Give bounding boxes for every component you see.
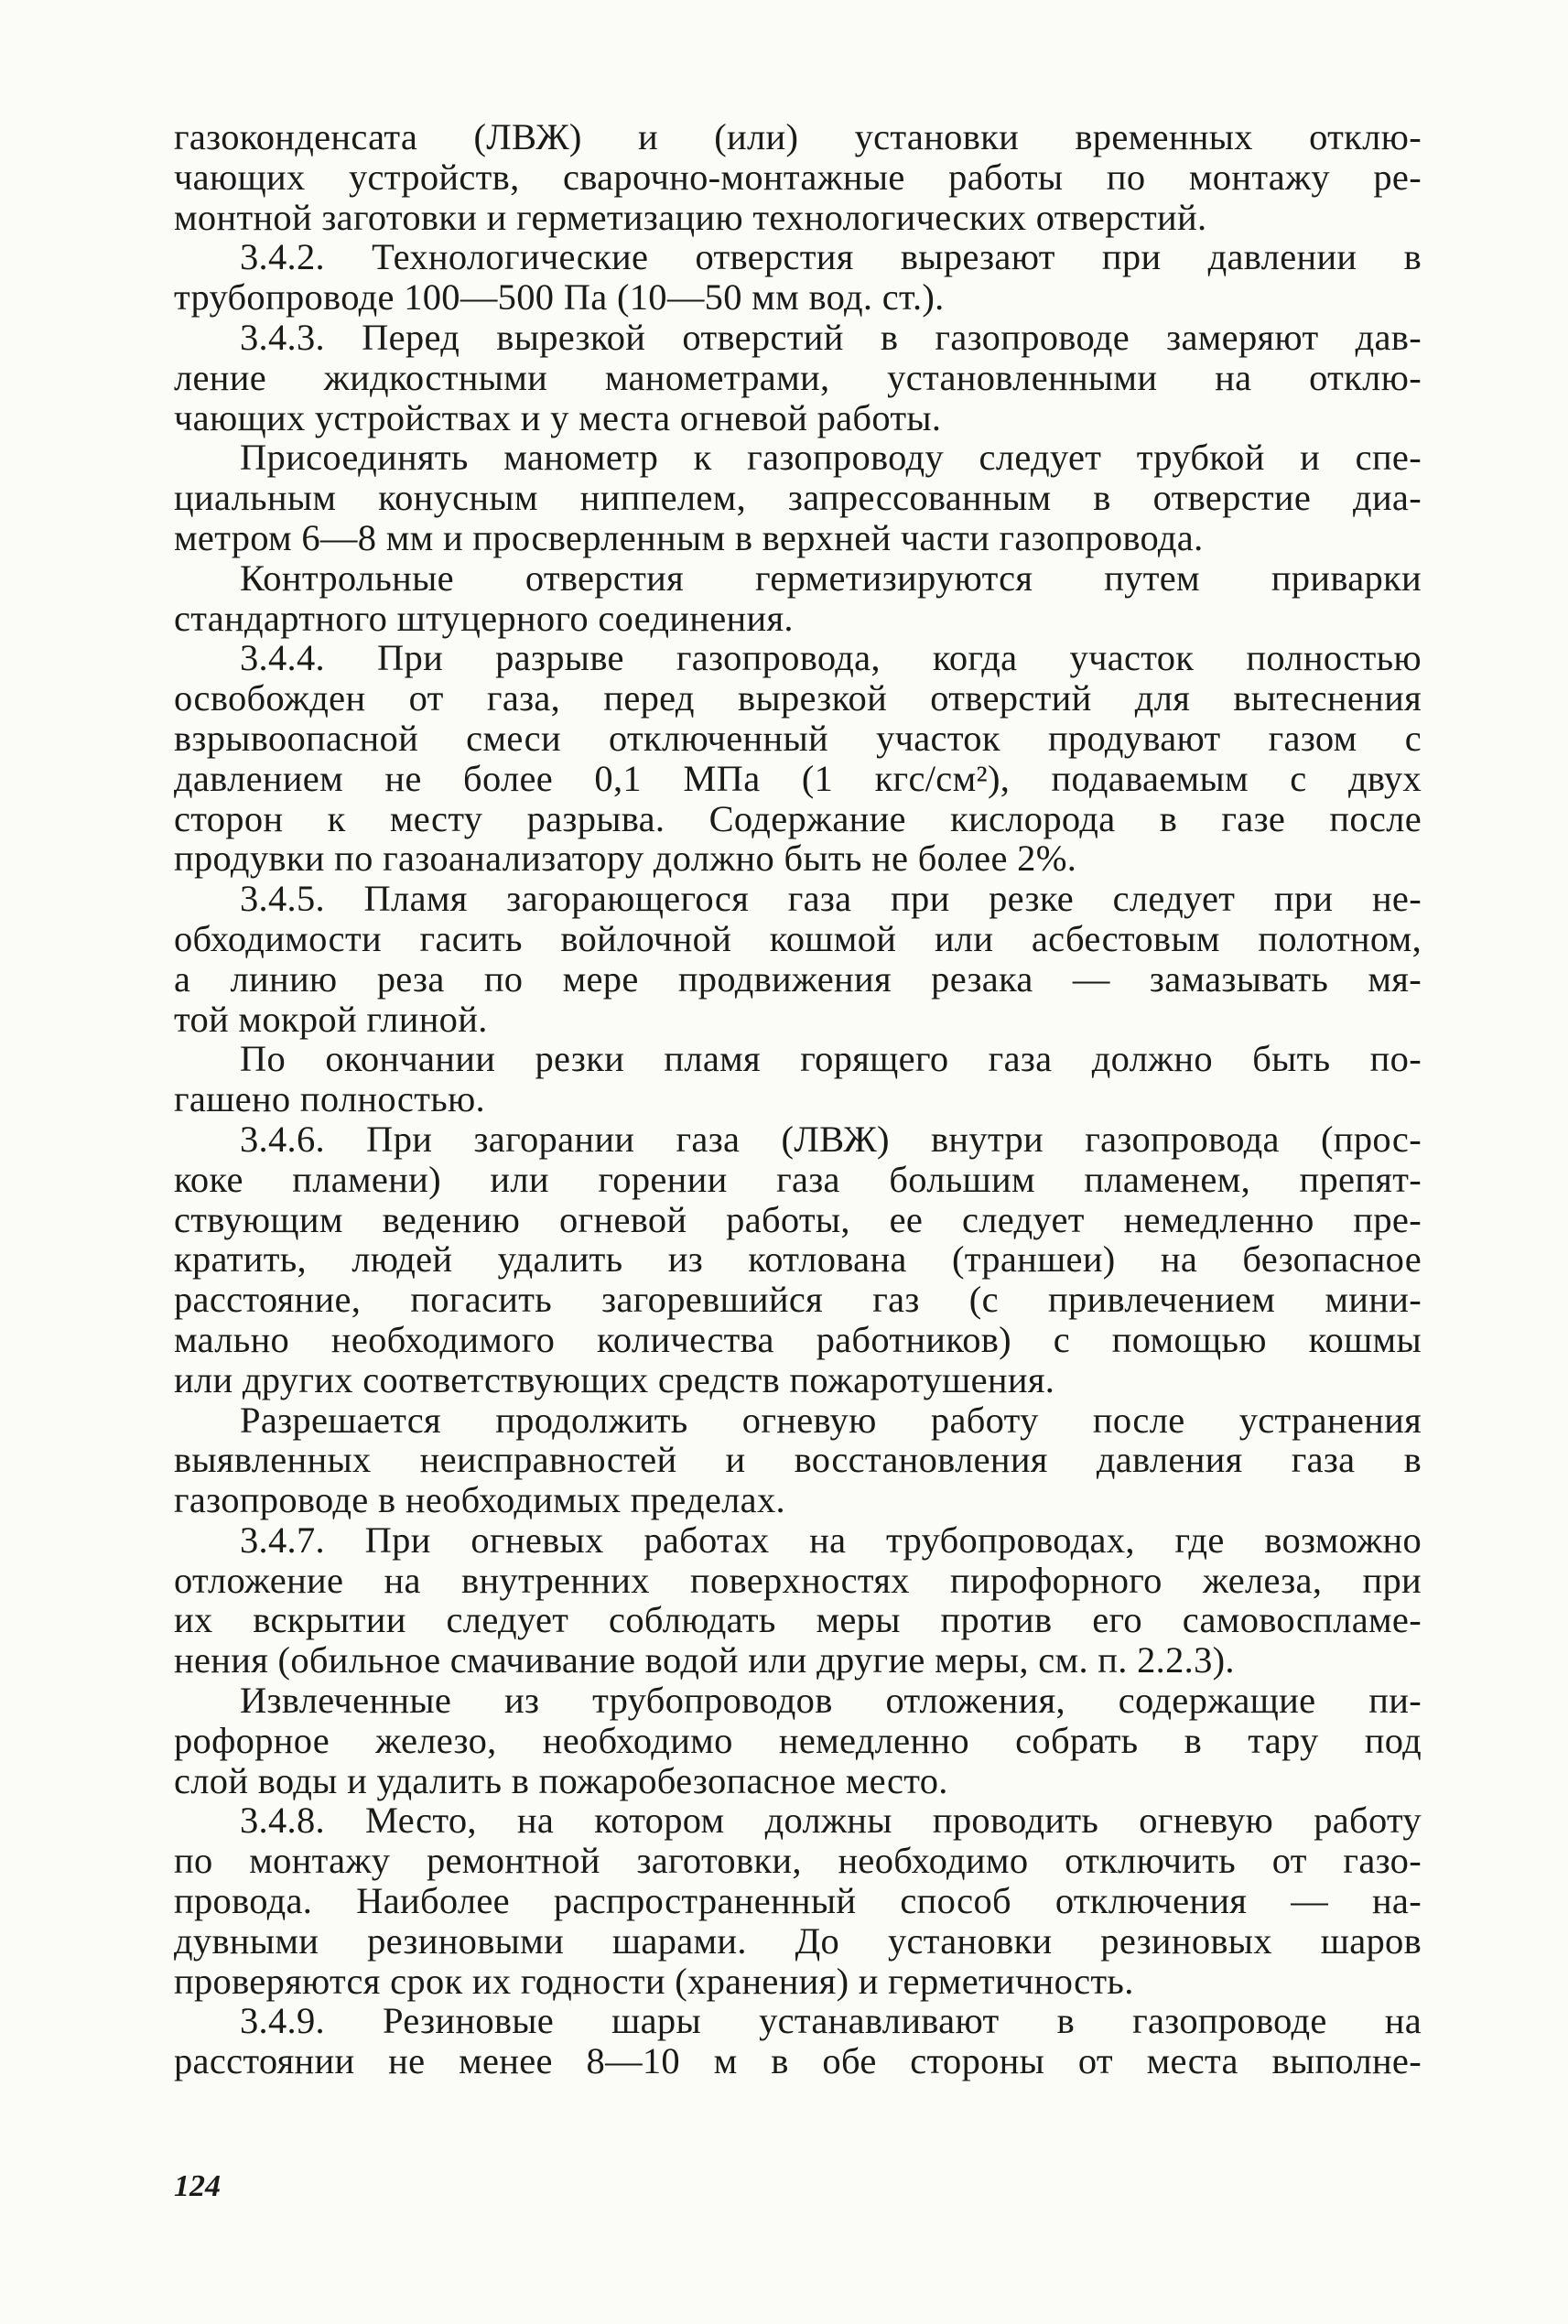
paragraph xyxy=(174,237,1422,318)
text-line: или других соответствующих средств пожаротушения. xyxy=(174,1358,1055,1400)
text-line: нения (обильное смачивание водой или другие меры, см. п. 2.2.3). xyxy=(174,1639,1235,1681)
body-text xyxy=(174,117,1422,2081)
paragraph xyxy=(174,1681,1422,1800)
paragraph xyxy=(174,879,1422,1039)
text-line: рофорное железо, необходимо немедленно собрать в тару под xyxy=(174,1719,1422,1761)
text-line: чающих устройств, сварочно-монтажные работы по монтажу ре- xyxy=(174,156,1422,198)
text-line: продувки по газоанализатору должно быть не более 2%. xyxy=(174,838,1077,880)
text-line: 3.4.2. Технологические отверстия вырезают при давлении в xyxy=(240,236,1422,278)
text-line: мально необходимого количества работников) с помощью кошмы xyxy=(174,1318,1422,1360)
text-line: кратить, людей удалить из котлована (траншеи) на безопасное xyxy=(174,1238,1422,1281)
text-line: по монтажу ремонтной заготовки, необходимо отключить от газо- xyxy=(174,1840,1422,1882)
text-line: сторон к месту разрыва. Содержание кислорода в газе после xyxy=(174,797,1422,839)
paragraph xyxy=(174,1800,1422,2001)
paragraph xyxy=(174,1520,1422,1681)
text-line: 3.4.8. Место, на котором должны проводить огневую работу xyxy=(240,1800,1422,1842)
text-line: стандартного штуцерного соединения. xyxy=(174,597,794,639)
text-line: отложение на внутренних поверхностях пирофорного железа, при xyxy=(174,1559,1422,1601)
paragraph xyxy=(174,558,1422,639)
text-line: выявленных неисправностей и восстановления давления газа в xyxy=(174,1439,1422,1481)
paragraph xyxy=(174,1039,1422,1119)
text-line: монтной заготовки и герметизацию технологических отверстий. xyxy=(174,196,1207,238)
text-line: газоконденсата (ЛВЖ) и (или) установки временных отклю- xyxy=(174,116,1422,157)
text-line: ление жидкостными манометрами, установленными на отклю- xyxy=(174,356,1422,398)
text-line: 3.4.3. Перед вырезкой отверстий в газопроводе замеряют дав- xyxy=(240,316,1422,358)
text-line: метром 6—8 мм и просверленным в верхней части газопровода. xyxy=(174,516,1204,558)
text-line: Извлеченные из трубопроводов отложения, содержащие пи- xyxy=(240,1680,1422,1722)
text-line: коке пламени) или горении газа большим пламенем, препят- xyxy=(174,1158,1422,1200)
text-line: 3.4.4. При разрыве газопровода, когда участок полностью xyxy=(240,637,1422,679)
text-line: По окончании резки пламя горящего газа должно быть по- xyxy=(240,1038,1422,1080)
text-line: обходимости гасить войлочной кошмой или асбестовым полотном, xyxy=(174,917,1422,959)
text-line: Присоединять манометр к газопроводу следует трубкой и спе- xyxy=(240,437,1422,479)
text-line: дувными резиновыми шарами. До установки резиновых шаров xyxy=(174,1919,1422,1962)
text-line: 3.4.5. Пламя загорающегося газа при резке следует при не- xyxy=(240,878,1422,920)
text-line: взрывоопасной смеси отключенный участок продувают газом с xyxy=(174,717,1422,759)
text-line: провода. Наиболее распространенный способ отключения — на- xyxy=(174,1880,1422,1922)
text-line: расстоянии не менее 8—10 м в обе стороны от места выполне- xyxy=(174,2040,1422,2082)
paragraph xyxy=(174,117,1422,237)
text-line: чающих устройствах и у места огневой работы. xyxy=(174,396,942,438)
text-line: 3.4.6. При загорании газа (ЛВЖ) внутри газопровода (прос- xyxy=(240,1118,1422,1160)
text-line: проверяются срок их годности (хранения) и герметичность. xyxy=(174,1960,1134,2002)
text-line: а линию реза по мере продвижения резака — замазывать мя- xyxy=(174,957,1422,1000)
text-line: трубопроводе 100—500 Па (10—50 мм вод. ст.). xyxy=(174,276,945,319)
text-line: освобожден от газа, перед вырезкой отверстий для вытеснения xyxy=(174,677,1422,719)
text-line: циальным конусным ниппелем, запрессованным в отверстие диа- xyxy=(174,477,1422,519)
text-line: давлением не более 0,1 МПа (1 кгс/см²), подаваемым с двух xyxy=(174,757,1422,799)
text-line: Разрешается продолжить огневую работу после устранения xyxy=(240,1399,1422,1441)
text-line: ствующим ведению огневой работы, ее следует немедленно пре- xyxy=(174,1198,1422,1240)
paragraph xyxy=(174,438,1422,557)
paragraph xyxy=(174,2001,1422,2081)
text-line: 3.4.7. При огневых работах на трубопроводах, где возможно xyxy=(240,1519,1422,1561)
text-line: той мокрой глиной. xyxy=(174,998,488,1040)
paragraph xyxy=(174,1119,1422,1400)
text-line: Контрольные отверстия герметизируются путем приварки xyxy=(240,557,1422,599)
text-line: их вскрытии следует соблюдать меры против его самовоспламе- xyxy=(174,1599,1422,1641)
text-line: слой воды и удалить в пожаробезопасное место. xyxy=(174,1759,948,1801)
text-line: газопроводе в необходимых пределах. xyxy=(174,1479,785,1521)
paragraph xyxy=(174,318,1422,438)
text-line: гашено полностью. xyxy=(174,1078,485,1120)
paragraph xyxy=(174,1400,1422,1520)
paragraph xyxy=(174,638,1422,879)
page-number: 124 xyxy=(174,2169,221,2203)
text-line: 3.4.9. Резиновые шары устанавливают в газопроводе на xyxy=(240,2000,1422,2042)
text-line: расстояние, погасить загоревшийся газ (с привлечением мини- xyxy=(174,1279,1422,1321)
